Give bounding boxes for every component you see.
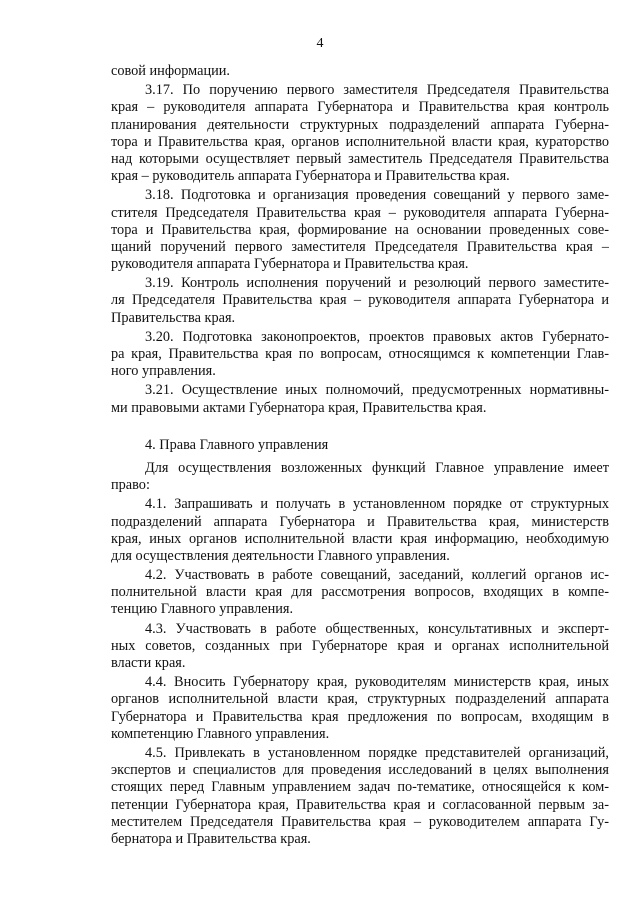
paragraph-p-4-intro [111,460,609,494]
text-line: для осуществления деятельности Главного управления. [111,547,450,564]
text-line: местителем Председателя Правительства края – руководителем аппарата Гу- [111,813,609,830]
text-line: 3.21. Осуществление иных полномочий, предусмотренных нормативны- [145,382,609,399]
text-line: стоящих перед Главным управлением задач по-тематике, относящейся к ком- [111,779,609,796]
paragraph-p-3-16-cont [111,63,609,80]
paragraph-p-3-21 [111,382,609,416]
text-line: органов исполнительной власти края, структурных подразделений аппарата [111,691,609,708]
text-line: над которыми осуществляет первый заместитель Председателя Правительства [111,150,609,167]
text-line: 4.4. Вносить Губернатору края, руководителям министерств края, иных [145,674,609,691]
page-number: 4 [316,36,324,51]
text-line: подразделений аппарата Губернатора и Правительства края, министерств [111,513,609,530]
text-line: тора и Правительства края, формирование на основании проведенных сове- [111,221,609,238]
text-line: края – руководитель аппарата Губернатора и Правительства края. [111,168,510,185]
text-line: 3.18. Подготовка и организация проведения совещаний у первого заме- [145,187,609,204]
text-line: 4.2. Участвовать в работе совещаний, заседаний, коллегий органов ис- [145,567,609,584]
text-line: ных советов, созданных при Губернаторе края и органах исполнительной [111,637,609,654]
text-line: право: [111,477,150,494]
text-line: совой информации. [111,63,230,79]
text-line: полнительной власти края для рассмотрения вопросов, входящих в компе- [111,584,609,601]
text-line: щаний поручений первого заместителя Председателя Правительства края – [111,238,609,255]
paragraph-p-3-18 [111,187,609,273]
text-line: ра края, Правительства края по вопросам, относящимся к компетенции Глав- [111,346,609,362]
text-line: Для осуществления возложенных функций Главное управление имеет [145,459,609,476]
text-line: петенции Губернатора края, Правительства края и согласованной первым за- [111,796,609,813]
text-line: ми правовыми актами Губернатора края, Правительства края. [111,399,487,416]
text-line: 4.3. Участвовать в работе общественных, консультативных и эксперт- [145,620,609,637]
paragraph-p-4-4 [111,674,609,743]
text-line: тора и Правительства края, органов исполнительной власти края, кураторство [111,133,609,150]
text-line: бернатора и Правительства края. [111,830,311,847]
section-heading [111,437,609,454]
paragraph-p-4-2 [111,567,609,619]
paragraph-p-4-3 [111,621,609,673]
text-line: 3.19. Контроль исполнения поручений и резолюций первого заместите- [145,275,609,292]
text-line: ного управления. [111,363,216,380]
text-line: 3.20. Подготовка законопроектов, проектов правовых актов Губернато- [145,328,609,345]
paragraph-p-3-20 [111,329,609,381]
paragraph-p-4-5 [111,745,609,848]
text-line: тенцию Главного управления. [111,601,294,618]
text-line: стителя Председателя Правительства края – руководителя аппарата Губерна- [111,204,609,221]
text-line: 3.17. По поручению первого заместителя Председателя Правительства [145,82,609,99]
text-line: 4.5. Привлекать в установленном порядке представителей организаций, [145,744,609,761]
document-body [111,63,609,850]
text-line: края – руководителя аппарата Губернатора и Правительства края контроль [111,99,609,116]
paragraph-p-4-1 [111,496,609,565]
text-line: Правительства края. [111,309,236,326]
text-line: края, иных органов исполнительной власти края информацию, необходимую [111,530,609,547]
text-line: планирования деятельности структурных подразделений аппарата Губерна- [111,116,609,133]
paragraph-p-3-17 [111,82,609,185]
section-gap [111,419,609,437]
text-line: ля Председателя Правительства края – руководителя аппарата Губернатора и [111,292,609,309]
text-line: компетенцию Главного управления. [111,725,330,742]
paragraph-p-3-19 [111,275,609,327]
text-line: 4.1. Запрашивать и получать в установленном порядке от структурных [145,496,609,513]
text-line: 4. Права Главного управления [145,436,329,453]
text-line: экспертов и специалистов для проведения исследований в целях выполнения [111,762,609,779]
text-line: Губернатора и Правительства края предложения по вопросам, входящим в [111,708,609,725]
text-line: власти края. [111,655,186,671]
text-line: руководителя аппарата Губернатора и Правительства края. [111,256,469,273]
